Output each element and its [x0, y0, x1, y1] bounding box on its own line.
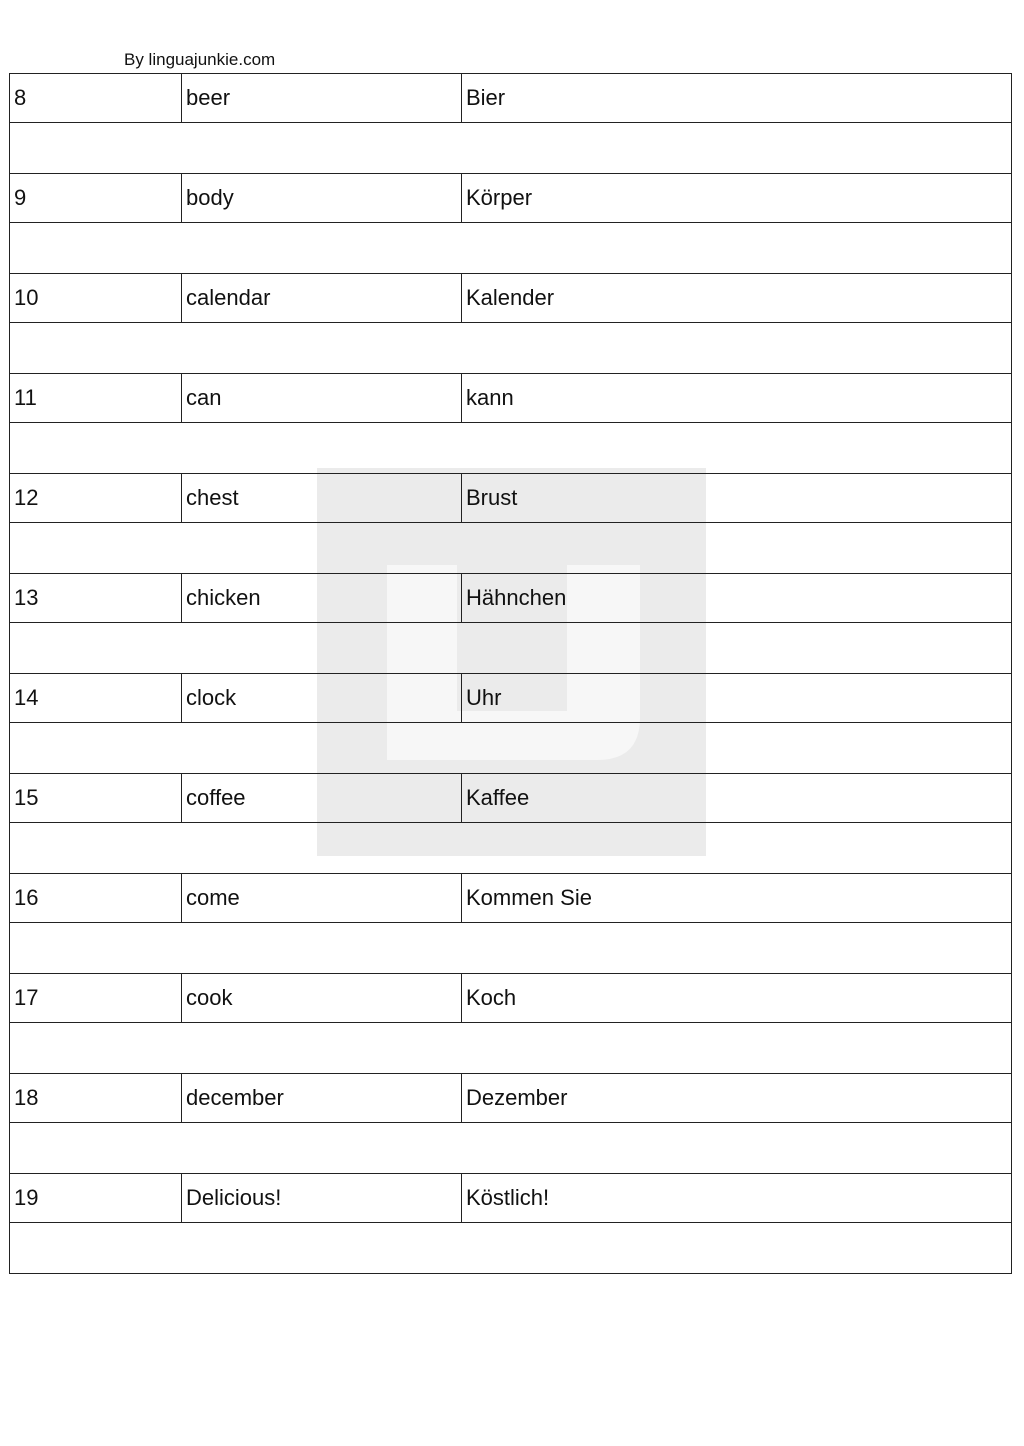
blank-row: [10, 923, 1012, 974]
english-word: clock: [182, 674, 462, 723]
german-word: Kalender: [462, 274, 1012, 323]
english-word: chest: [182, 474, 462, 523]
row-number: 8: [10, 74, 182, 123]
blank-row: [10, 823, 1012, 874]
german-word: Kommen Sie: [462, 874, 1012, 923]
german-word: Koch: [462, 974, 1012, 1023]
table-row: [10, 574, 1012, 623]
english-word: Delicious!: [182, 1174, 462, 1223]
blank-cell: [10, 1223, 1012, 1274]
vocabulary-table: [9, 73, 1012, 1274]
blank-cell: [10, 523, 1012, 574]
table-row: [10, 774, 1012, 823]
german-word: kann: [462, 374, 1012, 423]
english-word: can: [182, 374, 462, 423]
blank-cell: [10, 1023, 1012, 1074]
german-word: Hähnchen: [462, 574, 1012, 623]
table-row: [10, 374, 1012, 423]
row-number: 19: [10, 1174, 182, 1223]
blank-row: [10, 123, 1012, 174]
table-row: [10, 274, 1012, 323]
table-row: [10, 974, 1012, 1023]
row-number: 13: [10, 574, 182, 623]
table-row: [10, 874, 1012, 923]
blank-cell: [10, 1123, 1012, 1174]
german-word: Körper: [462, 174, 1012, 223]
row-number: 9: [10, 174, 182, 223]
english-word: coffee: [182, 774, 462, 823]
row-number: 16: [10, 874, 182, 923]
table-row: [10, 474, 1012, 523]
german-word: Bier: [462, 74, 1012, 123]
german-word: Uhr: [462, 674, 1012, 723]
table-row: [10, 1174, 1012, 1223]
german-word: Dezember: [462, 1074, 1012, 1123]
english-word: beer: [182, 74, 462, 123]
english-word: come: [182, 874, 462, 923]
blank-cell: [10, 423, 1012, 474]
row-number: 12: [10, 474, 182, 523]
row-number: 11: [10, 374, 182, 423]
german-word: Köstlich!: [462, 1174, 1012, 1223]
english-word: december: [182, 1074, 462, 1123]
row-number: 18: [10, 1074, 182, 1123]
table-row: [10, 674, 1012, 723]
blank-row: [10, 523, 1012, 574]
blank-cell: [10, 723, 1012, 774]
english-word: chicken: [182, 574, 462, 623]
blank-row: [10, 1023, 1012, 1074]
table-row: [10, 74, 1012, 123]
attribution-text: By linguajunkie.com: [124, 50, 276, 69]
blank-row: [10, 723, 1012, 774]
english-word: body: [182, 174, 462, 223]
blank-cell: [10, 323, 1012, 374]
table-row: [10, 1074, 1012, 1123]
row-number: 10: [10, 274, 182, 323]
blank-row: [10, 223, 1012, 274]
blank-cell: [10, 123, 1012, 174]
blank-row: [10, 1223, 1012, 1274]
table-row: [10, 174, 1012, 223]
blank-row: [10, 423, 1012, 474]
english-word: cook: [182, 974, 462, 1023]
row-number: 14: [10, 674, 182, 723]
german-word: Brust: [462, 474, 1012, 523]
blank-cell: [10, 923, 1012, 974]
blank-row: [10, 323, 1012, 374]
blank-cell: [10, 823, 1012, 874]
blank-row: [10, 1123, 1012, 1174]
german-word: Kaffee: [462, 774, 1012, 823]
row-number: 17: [10, 974, 182, 1023]
english-word: calendar: [182, 274, 462, 323]
row-number: 15: [10, 774, 182, 823]
blank-row: [10, 623, 1012, 674]
blank-cell: [10, 223, 1012, 274]
blank-cell: [10, 623, 1012, 674]
